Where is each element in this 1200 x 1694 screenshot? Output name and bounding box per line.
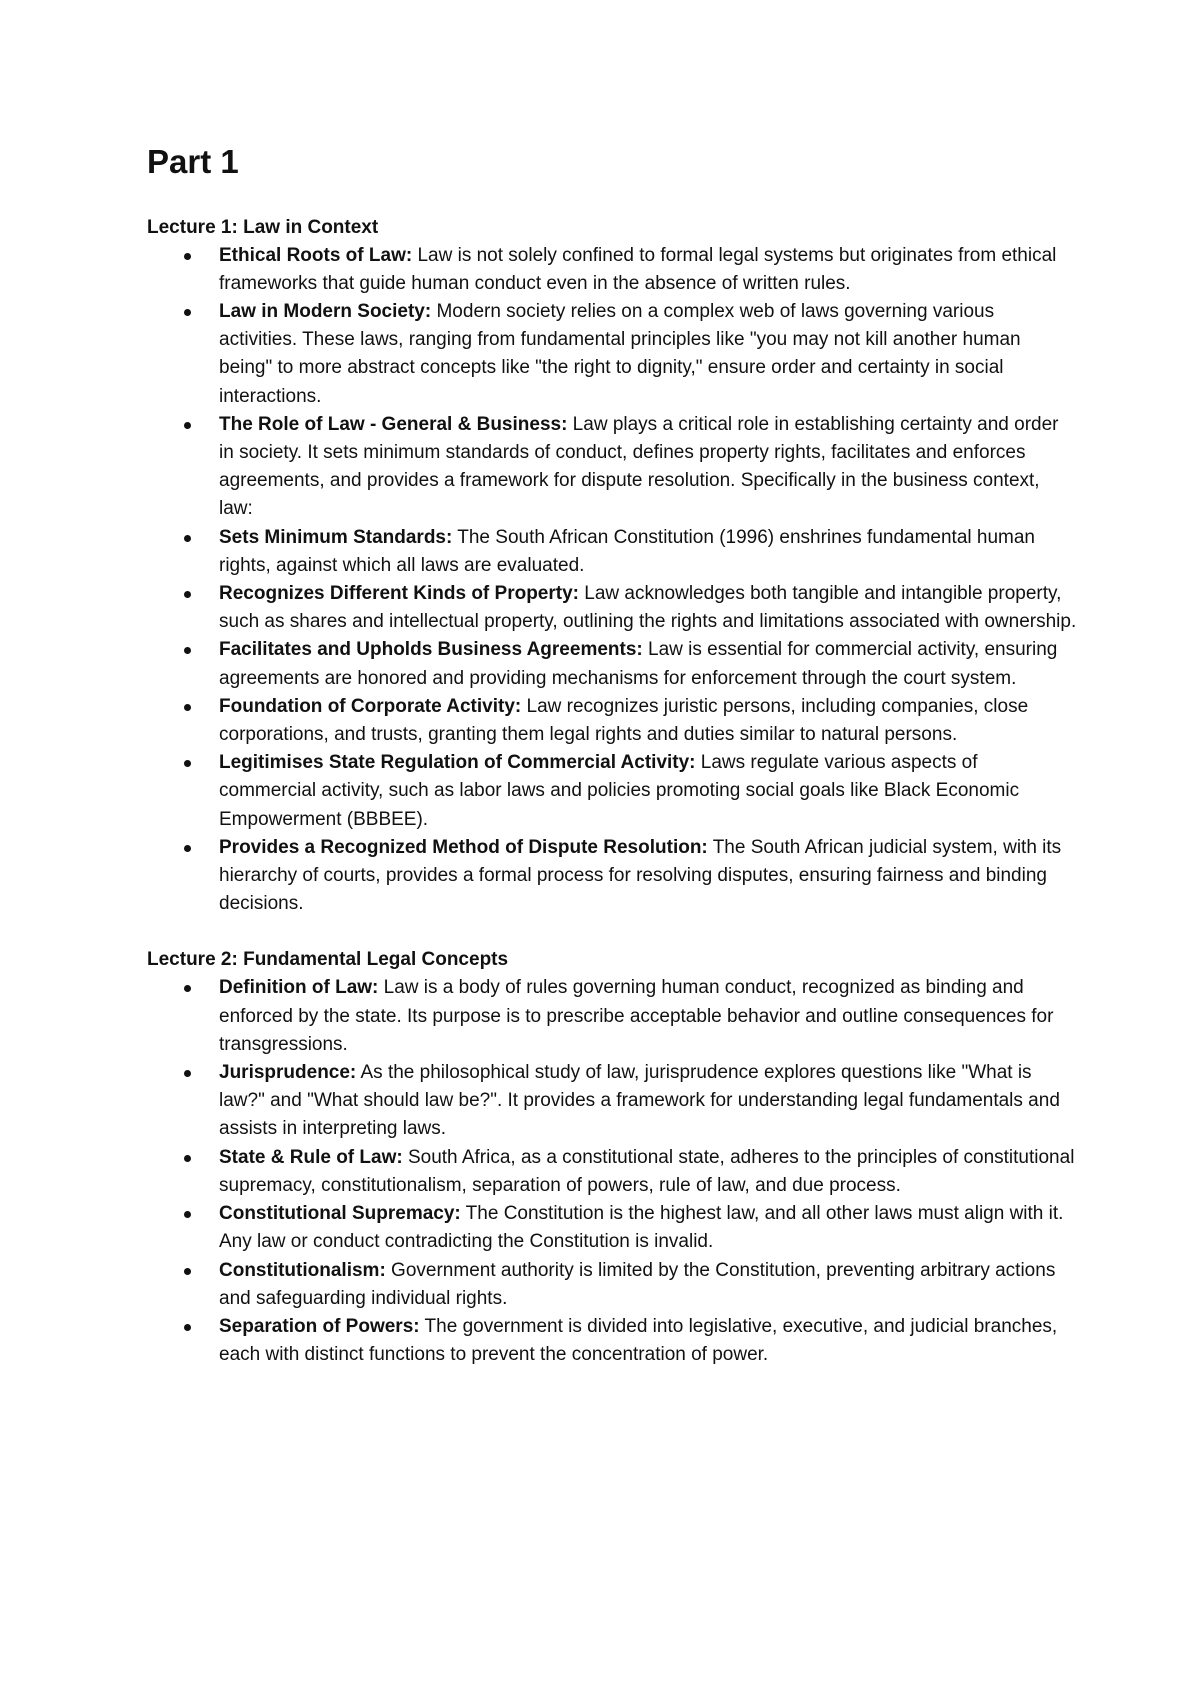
bullet-icon [184,253,191,260]
bullet-text: Law is essential for commercial activity, ensuring agreements are honored and providing mechanisms for enforcement through the court system. [219,639,1058,689]
list-item [147,1059,1077,1144]
bullet-term: The Role of Law - General & Business: [219,413,568,435]
bullet-icon [184,422,191,429]
lecture-heading: Lecture 1: Law in Context [147,216,379,238]
bullet-text: The government is divided into legislative, executive, and judicial branches, each with distinct functions to prevent the concentration of power. [219,1315,1058,1366]
list-item [147,580,1077,636]
lecture-heading: Lecture 2: Fundamental Legal Concepts [147,949,509,971]
list-item [147,749,1077,834]
bullet-icon [184,591,191,598]
bullet-term: Recognizes Different Kinds of Property: [219,583,579,605]
bullet-text: Modern society relies on a complex web of laws governing various activities. These laws, ranging from fundamental principles like "you may not kill another human being" to more abstract concepts like "the right to dignity," ensure order and certainty in social interactions. [219,301,1021,407]
bullet-term: Legitimises State Regulation of Commercial Activity: [219,752,696,774]
list-item [147,974,1077,1059]
list-item [147,834,1077,919]
bullet-term: Sets Minimum Standards: [219,526,453,548]
bullet-term: Jurisprudence: [219,1062,357,1084]
bullet-term: Definition of Law: [219,977,379,999]
bullet-term: Provides a Recognized Method of Dispute Resolution: [219,836,708,858]
bullet-term: Separation of Powers: [219,1315,420,1337]
bullet-icon [184,985,191,992]
list-item [147,636,1077,692]
lecture-section [147,946,1077,1369]
bullet-icon [184,309,191,316]
bullet-term: Ethical Roots of Law: [219,244,413,266]
bullet-icon [184,1211,191,1218]
bullet-icon [184,535,191,542]
bullet-term: State & Rule of Law: [219,1146,403,1168]
list-item [147,242,1077,298]
list-item [147,1144,1077,1200]
list-item [147,1313,1077,1369]
bullet-icon [184,1070,191,1077]
lecture-section [147,214,1077,919]
list-item [147,524,1077,580]
bullet-icon [184,704,191,711]
bullet-term: Foundation of Corporate Activity: [219,695,522,717]
bullet-term: Constitutionalism: [219,1259,386,1281]
bullet-text: Government authority is limited by the Constitution, preventing arbitrary actions and safeguarding individual rights. [219,1259,1056,1309]
list-item [147,693,1077,749]
list-item [147,1257,1077,1313]
bullet-text: Law acknowledges both tangible and intangible property, such as shares and intellectual property, outlining the rights and limitations associated with ownership. [219,583,1077,633]
bullet-text: The Constitution is the highest law, and all other laws must align with it. Any law or conduct contradicting the Constitution is invalid. [219,1203,1064,1253]
bullet-term: Constitutional Supremacy: [219,1203,461,1225]
bullet-text: Law is not solely confined to formal legal systems but originates from ethical frameworks that guide human conduct even in the absence of written rules. [219,244,1057,294]
bullet-icon [184,1268,191,1275]
bullet-text: Laws regulate various aspects of commercial activity, such as labor laws and policies promoting social goals like Black Economic Empowerment (BBBEE). [219,752,1020,830]
list-item [147,298,1077,411]
part-title: Part 1 [147,143,239,180]
bullet-text: South Africa, as a constitutional state, adheres to the principles of constitutional supremacy, constitutionalism, separation of powers, rule of law, and due process. [219,1146,1075,1196]
bullet-text: Law recognizes juristic persons, including companies, close corporations, and trusts, granting them legal rights and duties similar to natural persons. [219,695,1029,746]
bullet-term: Law in Modern Society: [219,301,432,322]
bullet-text: Law plays a critical role in establishing certainty and order in society. It sets minimum standards of conduct, defines property rights, facilitates and enforces agreements, and provides a framework for dispute resolution. Specifically in the business context, law: [219,413,1059,520]
bullet-text: Law is a body of rules governing human conduct, recognized as binding and enforced by the state. Its purpose is to prescribe acceptable behavior and outline consequences for transgressions. [219,977,1054,1055]
bullet-icon [184,1324,191,1331]
bullet-text: The South African Constitution (1996) enshrines fundamental human rights, against which all laws are evaluated. [219,526,1036,576]
list-item [147,1200,1077,1256]
bullet-icon [184,760,191,767]
document-page [147,142,1077,1397]
bullet-icon [184,845,191,852]
bullet-list [147,974,1077,1369]
bullet-icon [184,1155,191,1162]
bullet-icon [184,647,191,654]
bullet-text: As the philosophical study of law, jurisprudence explores questions like "What is law?" and "What should law be?". It provides a framework for understanding legal fundamentals and assists in interpreting laws. [219,1062,1060,1140]
bullet-list [147,242,1077,919]
bullet-term: Facilitates and Upholds Business Agreements: [219,639,643,661]
bullet-text: The South African judicial system, with its hierarchy of courts, provides a formal process for resolving disputes, ensuring fairness and binding decisions. [219,836,1062,915]
list-item [147,411,1077,524]
